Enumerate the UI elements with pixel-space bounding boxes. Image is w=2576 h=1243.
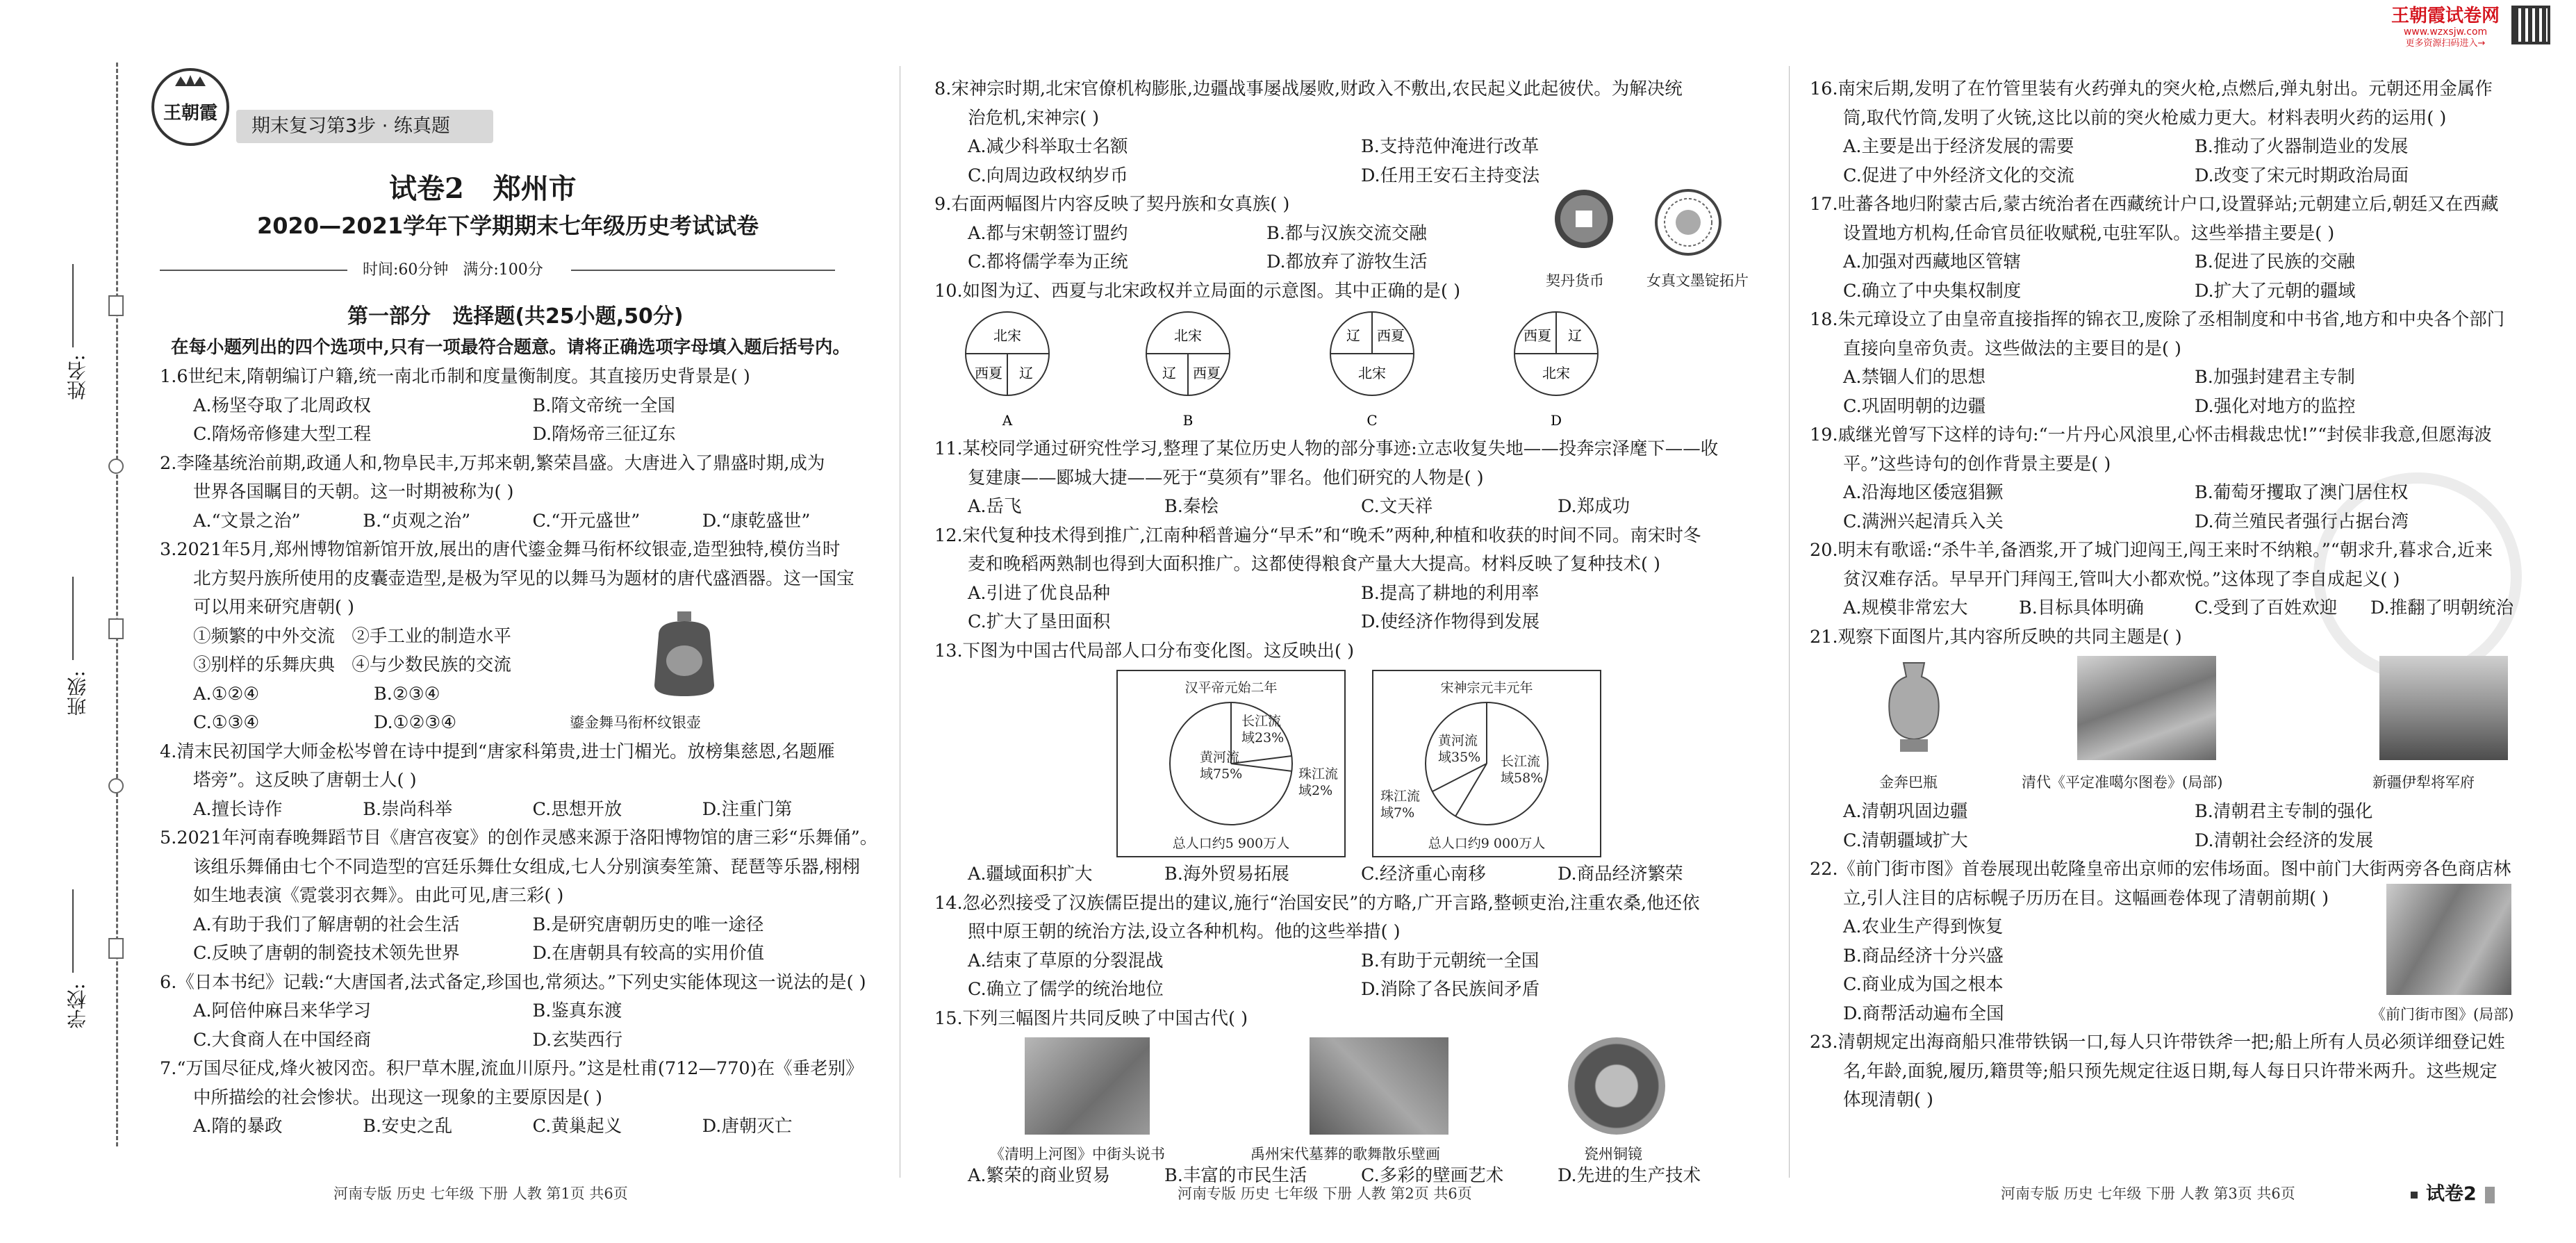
front-gate-painting-image: [2386, 884, 2511, 995]
q21-option-a[interactable]: A.清朝巩固边疆: [1843, 801, 1968, 822]
q10-diagram-b[interactable]: [1143, 308, 1233, 443]
question-14: 14.忽必烈接受了汉族儒臣提出的建议,施行“治国安民”的方略,广开言路,整顿吏治,注重农桑,他还依: [934, 892, 1700, 914]
q12-option-a[interactable]: A.引进了优良品种: [968, 582, 1111, 604]
q10-region-bottom: 北宋: [1358, 365, 1386, 381]
pie2-total: 总人口约9 000万人: [1428, 836, 1546, 851]
q21-options: [1810, 798, 2546, 855]
street-storyteller-image: [1025, 1037, 1150, 1135]
binding-dash-line: [116, 63, 118, 1146]
question-21: 21.观察下面图片,其内容所反映的共同主题是( ): [1810, 626, 2182, 648]
q10-diagram-label: B: [1182, 412, 1194, 429]
section-instruction: 在每小题列出的四个选项中,只有一项最符合题意。请将正确选项字母填入题后括号内。: [171, 337, 850, 358]
pie-chart-han: [1116, 670, 1346, 857]
q15-caption-3: 瓷州铜镜: [1584, 1146, 1642, 1162]
q15-option-d[interactable]: D.先进的生产技术: [1558, 1165, 1701, 1186]
binding-mark: [108, 295, 124, 316]
question-16: 16.南宋后期,发明了在竹管里装有火药弹丸的突火枪,点燃后,弹丸射出。元朝还用金属作: [1810, 79, 2493, 99]
q14-option-d[interactable]: D.消除了各民族间矛盾: [1361, 979, 1540, 1000]
pie1-total: 总人口约5 900万人: [1172, 836, 1290, 851]
q15-option-c[interactable]: C.多彩的壁画艺术: [1361, 1165, 1504, 1186]
q1-option-d[interactable]: D.隋炀帝三征辽东: [532, 424, 676, 445]
q18-option-a[interactable]: A.禁锢人们的思想: [1843, 367, 1986, 388]
q13-option-d[interactable]: D.商品经济繁荣: [1558, 864, 1683, 884]
step-banner: [236, 110, 493, 143]
question-17-cont: 设置地方机构,任命官员征收赋税,屯驻军队。这些举措主要是( ): [1843, 222, 2335, 244]
q13-options: [934, 860, 1754, 889]
q22-caption: 《前门街市图》(局部): [2371, 1006, 2514, 1023]
q3-option-d[interactable]: D.①②③④: [374, 712, 457, 733]
pie1-label-yangtze: 长江流: [1241, 714, 1282, 729]
q10-region-bottom-right: 西夏: [1193, 365, 1221, 381]
q15-caption-2: 禹州宋代墓葬的歌舞散乐壁画: [1250, 1146, 1440, 1162]
page-footer-2: 河南专版 历史 七年级 下册 人教 第2页 共6页: [1178, 1185, 1472, 1202]
pie2-label-yangtze-pct: 域58%: [1501, 771, 1544, 786]
q13-option-c[interactable]: C.经济重心南移: [1361, 864, 1486, 884]
question-3: 3.2021年5月,郑州博物馆新馆开放,展出的唐代鎏金舞马衔杯纹银壶,造型独特,模仿当时: [160, 539, 841, 560]
q18-option-d[interactable]: D.强化对地方的监控: [2195, 395, 2356, 417]
pie2-title: 宋神宗元丰元年: [1440, 680, 1533, 695]
binding-hole: [108, 778, 124, 793]
q21-option-c[interactable]: C.清朝疆域扩大: [1843, 830, 1968, 851]
q3-statement: ③别样的乐舞庆典 ④与少数民族的交流: [193, 655, 511, 675]
q5-option-a[interactable]: A.有助于我们了解唐朝的社会生活: [193, 914, 460, 935]
school-field-label: 学校:: [66, 983, 89, 1029]
q3-option-c[interactable]: C.①③④: [193, 712, 260, 733]
brand-corner: [2379, 6, 2511, 49]
q10-diagram-svg: [1511, 308, 1601, 434]
school-field-line[interactable]: [72, 889, 74, 973]
q12-option-b[interactable]: B.提高了耕地的利用率: [1361, 582, 1539, 604]
question-9: 9.右面两幅图片内容反映了契丹族和女真族( ): [934, 194, 1290, 215]
question-3-cont: 北方契丹族所使用的皮囊壶造型,是极为罕见的以舞马为题材的唐代盛酒器。这一国宝: [193, 568, 854, 589]
question-1: 1.6世纪末,隋朝编订户籍,统一南北币制和度量衡制度。其直接历史背景是( ): [160, 366, 750, 387]
q17-options: [1810, 248, 2546, 306]
question-8-cont: 治危机,宋神宗( ): [968, 107, 1100, 129]
q9-option-c[interactable]: C.都将儒学奉为正统: [968, 252, 1128, 272]
q18-option-b[interactable]: B.加强封建君主专制: [2195, 367, 2355, 388]
q7-option-d[interactable]: D.唐朝灭亡: [702, 1116, 793, 1137]
q10-region-top-left: 辽: [1346, 327, 1360, 344]
q22-block: [1810, 913, 2546, 1028]
exam-subtitle: 2020—2021学年下学期期末七年级历史考试试卷: [257, 213, 759, 239]
q21-caption-3: 新疆伊犁将军府: [2372, 774, 2475, 791]
bronze-mirror-image: [1568, 1037, 1665, 1135]
q15-option-a[interactable]: A.繁荣的商业贸易: [968, 1165, 1111, 1186]
meta-rule-left: [160, 270, 347, 271]
pie2-label-yellow: 黄河流: [1438, 733, 1478, 748]
q20-option-d[interactable]: D.推翻了明朝统治: [2370, 598, 2514, 618]
q18-options: [1810, 363, 2546, 421]
question-13: 13.下图为中国古代局部人口分布变化图。这反映出( ): [934, 640, 1355, 661]
q15-option-b[interactable]: B.丰富的市民生活: [1164, 1165, 1307, 1186]
q14-option-b[interactable]: B.有助于元朝统一全国: [1361, 950, 1539, 971]
class-field-label: 班级:: [66, 670, 89, 716]
q16-option-b[interactable]: B.推动了火器制造业的发展: [2195, 136, 2409, 157]
pie2-label-yellow-pct: 域35%: [1438, 750, 1481, 765]
q8-option-a[interactable]: A.减少科举取士名额: [968, 136, 1128, 157]
q3-options: [160, 680, 554, 738]
q8-option-c[interactable]: C.向周边政权纳岁币: [968, 165, 1128, 186]
q6-option-a[interactable]: A.阿倍仲麻吕来华学习: [193, 1001, 372, 1021]
page-title: 试卷2 郑州市: [389, 172, 577, 205]
q21-images: [1810, 652, 2546, 798]
q13-charts: [934, 666, 1754, 860]
column-3: [1810, 75, 2546, 1115]
ink-rubbing-icon: [1653, 188, 1723, 257]
q10-region-top-right: 辽: [1568, 327, 1582, 344]
q19-option-c[interactable]: C.满洲兴起清兵入关: [1843, 511, 2004, 532]
q20-options: [1810, 594, 2546, 623]
silver-flask-icon: [646, 609, 723, 699]
pie-chart-song: [1372, 670, 1601, 857]
q16-option-d[interactable]: D.改变了宋元时期政治局面: [2195, 165, 2409, 186]
q11-option-a[interactable]: A.岳飞: [968, 496, 1022, 517]
dzungar-painting-image: [2077, 656, 2216, 760]
q10-region-bottom-left: 辽: [1162, 365, 1176, 381]
question-11-cont: 复建康——郾城大捷——死于“莫须有”罪名。他们研究的人物是( ): [968, 467, 1484, 488]
q1-option-a[interactable]: A.杨坚夺取了北周政权: [193, 395, 372, 416]
q3-statement: ①频繁的中外交流 ②手工业的制造水平: [193, 625, 511, 647]
q4-option-d[interactable]: D.注重门第: [702, 798, 793, 820]
q22-option-b[interactable]: B.商品经济十分兴盛: [1843, 945, 2004, 966]
binding-hole: [108, 459, 124, 474]
q9-option-d[interactable]: D.都放弃了游牧生活: [1266, 252, 1428, 272]
binding-mark: [108, 618, 124, 639]
question-15: 15.下列三幅图片共同反映了中国古代( ): [934, 1007, 1248, 1029]
question-22: 22.《前门街市图》首卷展现出乾隆皇帝出京师的宏伟场面。图中前门大街两旁各色商店林: [1810, 859, 2511, 880]
q10-region-top-right: 西夏: [1377, 327, 1405, 344]
q20-option-c[interactable]: C.受到了百姓欢迎: [2195, 598, 2338, 618]
q12-option-c[interactable]: C.扩大了垦田面积: [968, 611, 1111, 632]
question-19: 19.戚继光曾写下这样的诗句:“一片丹心风浪里,心怀击楫裁忠忧!”“封侯非我意,但愿海波: [1810, 425, 2492, 445]
q7-options: [160, 1112, 872, 1142]
brand-name: 王朝霞试卷网: [2391, 6, 2500, 26]
pie1-label-yellow-pct: 域75%: [1200, 766, 1243, 782]
question-4-cont: 塔旁”。这反映了唐朝士人( ): [193, 770, 417, 791]
q10-region-top: 北宋: [993, 327, 1021, 344]
brand-url[interactable]: www.wzxsjw.com: [2403, 26, 2488, 38]
q10-region-bottom-left: 西夏: [975, 365, 1002, 381]
q11-option-d[interactable]: D.郑成功: [1558, 496, 1630, 517]
q16-option-a[interactable]: A.主要是出于经济发展的需要: [1843, 136, 2074, 157]
q17-option-b[interactable]: B.促进了民族的交融: [2195, 252, 2355, 272]
question-12-cont: 麦和晚稻两熟制也得到大面积推广。这都使得粮食产量大大提高。材料反映了复种技术( ): [968, 554, 1661, 575]
q10-diagram-label: A: [1002, 412, 1013, 429]
q10-diagram-c[interactable]: [1327, 308, 1417, 443]
pie1-label-yellow: 黄河流: [1200, 750, 1240, 765]
q21-caption-1: 金奔巴瓶: [1879, 774, 1938, 791]
q3-figure: [632, 609, 736, 709]
q1-option-c[interactable]: C.隋炀帝修建大型工程: [193, 424, 372, 445]
q10-diagram-svg: [1327, 308, 1417, 434]
q9-options: [934, 220, 1565, 277]
q10-region-top: 北宋: [1174, 327, 1202, 344]
q22-option-a[interactable]: A.农业生产得到恢复: [1843, 916, 2004, 937]
q11-option-b[interactable]: B.秦桧: [1164, 496, 1219, 517]
pie1-label-pearl: 珠江流: [1298, 766, 1339, 782]
brand-slogan: 更多资源扫码进入→: [2405, 38, 2486, 49]
q10-diagram-label: C: [1367, 412, 1378, 429]
question-23-cont: 名,年龄,面貌,履历,籍贯等;船只预先规定往返日期,每人每日只许带米两升。这些规定: [1843, 1060, 2497, 1082]
q17-option-c[interactable]: C.确立了中央集权制度: [1843, 280, 2022, 302]
q16-options: [1810, 133, 2546, 190]
q13-option-a[interactable]: A.疆域面积扩大: [968, 864, 1093, 884]
q3-figure-caption: 鎏金舞马衔杯纹银壶: [570, 714, 701, 731]
q6-option-c[interactable]: C.大食商人在中国经商: [193, 1029, 372, 1051]
question-12: 12.宋代复种技术得到推广,江南种稻普遍分“早禾”和“晚禾”两种,种植和收获的时间不同。南宋时冬: [934, 525, 1701, 546]
question-2: 2.李隆基统治前期,政通人和,物阜民丰,万邦来朝,繁荣昌盛。大唐进入了鼎盛时期,成为: [160, 452, 825, 474]
q14-options: [934, 947, 1754, 1005]
pie1-label-yangtze-pct: 域23%: [1241, 730, 1285, 746]
q14-option-a[interactable]: A.结束了草原的分裂混战: [968, 950, 1164, 971]
question-16-cont: 筒,取代竹筒,发明了火铳,这比以前的突火枪威力更大。材料表明火药的运用( ): [1843, 107, 2447, 129]
q1-option-b[interactable]: B.隋文帝统一全国: [532, 395, 675, 416]
q10-diagram-a[interactable]: [962, 308, 1052, 443]
q22-option-d[interactable]: D.商帮活动遍布全国: [1843, 1003, 2004, 1024]
qr-code-icon[interactable]: [2511, 6, 2550, 44]
q4-option-c[interactable]: C.思想开放: [532, 798, 622, 820]
class-field-line[interactable]: [72, 577, 74, 660]
q21-option-d[interactable]: D.清朝社会经济的发展: [2195, 830, 2374, 851]
q5-options: [160, 911, 872, 969]
page-footer-1: 河南专版 历史 七年级 下册 人教 第1页 共6页: [333, 1185, 628, 1202]
q5-option-b[interactable]: B.是研究唐朝历史的唯一途径: [532, 914, 764, 935]
pie1-title: 汉平帝元始二年: [1184, 680, 1278, 695]
question-10: 10.如图为辽、西夏与北宋政权并立局面的示意图。其中正确的是( ): [934, 280, 1461, 302]
q22-option-c[interactable]: C.商业成为国之根本: [1843, 974, 2004, 995]
q16-option-c[interactable]: C.促进了中外经济文化的交流: [1843, 165, 2074, 186]
question-3-cont: 可以用来研究唐朝( ): [193, 597, 355, 618]
section-title: 第一部分 选择题(共25小题,50分): [347, 304, 684, 329]
q1-options: [160, 392, 872, 450]
q10-region-bottom-right: 辽: [1019, 365, 1033, 381]
column-1: [160, 363, 878, 1142]
question-6: 6.《日本书纪》记载:“大唐国者,法式备定,珍国也,常须达。”下列史实能体现这一说法的是( ): [160, 971, 866, 993]
question-11: 11.某校同学通过研究性学习,整理了某位历史人物的部分事迹:立志收复失地——投奔宗泽麾下——收: [934, 438, 1719, 459]
q11-option-c[interactable]: C.文天祥: [1361, 496, 1433, 517]
q9-caption-2: 女真文墨锭拓片: [1646, 272, 1749, 289]
question-14-cont: 照中原王朝的统治方法,设立各种机构。他的这些举措( ): [968, 921, 1401, 942]
q9-caption-1: 契丹货币: [1546, 272, 1604, 289]
q18-option-c[interactable]: C.巩固明朝的边疆: [1843, 395, 1986, 417]
pie2-label-pearl: 珠江流: [1380, 789, 1421, 804]
question-4: 4.清末民初国学大师金松岑曾在诗中提到“唐家科第贵,进士门楣光。放榜集慈恩,名题雁: [160, 741, 835, 762]
q19-option-d[interactable]: D.荷兰殖民者强行占据台湾: [2195, 511, 2409, 532]
q9-block: [934, 190, 1754, 289]
q15-caption-1: 《清明上河图》中街头说书: [990, 1146, 1165, 1162]
brand-logo: [151, 68, 229, 146]
q8-option-b[interactable]: B.支持范仲淹进行改革: [1361, 136, 1539, 157]
q2-option-c[interactable]: C.“开元盛世”: [532, 510, 641, 532]
question-5: 5.2021年河南春晚舞蹈节目《唐宫夜宴》的创作灵感来源于洛阳博物馆的唐三彩“乐舞俑”。: [160, 828, 878, 848]
q3-option-b[interactable]: B.②③④: [374, 683, 440, 705]
meta-rule-right: [571, 270, 835, 271]
question-20: 20.明末有歌谣:“杀牛羊,备酒浆,开了城门迎闯王,闯王来时不纳粮。”“朝求升,暮求合,近来: [1810, 540, 2493, 561]
q2-option-b[interactable]: B.“贞观之治”: [363, 510, 471, 532]
binding-mark: [108, 938, 124, 959]
q10-region-bottom: 北宋: [1542, 365, 1570, 381]
q2-options: [160, 507, 872, 536]
question-19-cont: 平。”这些诗句的创作背景主要是( ): [1843, 453, 2111, 475]
q19-options: [1810, 479, 2546, 536]
q10-diagram-label: D: [1550, 412, 1562, 429]
page-footer-3: 河南专版 历史 七年级 下册 人教 第3页 共6页: [2001, 1185, 2295, 1202]
question-2-cont: 世界各国瞩目的天朝。这一时期被称为( ): [193, 481, 514, 502]
q2-option-a[interactable]: A.“文景之治”: [193, 510, 301, 532]
question-5-cont: 如生地表演《霓裳羽衣舞》。由此可见,唐三彩( ): [193, 885, 564, 906]
q9-option-a[interactable]: A.都与宋朝签订盟约: [968, 222, 1128, 244]
question-23-cont: 体现清朝( ): [1843, 1089, 1934, 1110]
q10-diagram-svg: [1143, 308, 1233, 434]
name-field-label: 姓名:: [66, 354, 89, 400]
question-23: 23.清朝规定出海商船只准带铁锅一口,每人只许带铁斧一把;船上所有人员必须详细登记姓: [1810, 1032, 2505, 1053]
q10-diagrams: [934, 306, 1754, 435]
q19-option-a[interactable]: A.沿海地区倭寇猖獗: [1843, 482, 2004, 503]
q20-option-b[interactable]: B.目标具体明确: [2019, 598, 2144, 618]
mural-image: [1310, 1037, 1448, 1135]
logo-text: 王朝霞: [163, 103, 217, 124]
tag-bar-icon: [2485, 1187, 2495, 1203]
exam-meta: 时间:60分钟 满分:100分: [363, 261, 543, 279]
q13-option-b[interactable]: B.海外贸易拓展: [1164, 864, 1289, 884]
question-5-cont: 该组乐舞俑由七个不同造型的宫廷乐舞仕女组成,七人分别演奏笙箫、琵琶等乐器,栩栩: [193, 856, 860, 878]
q5-option-c[interactable]: C.反映了唐朝的制瓷技术领先世界: [193, 943, 460, 964]
column-divider: [1789, 66, 1790, 1178]
pie2-label-yangtze: 长江流: [1501, 754, 1541, 769]
q6-option-d[interactable]: D.玄奘西行: [532, 1029, 623, 1051]
q10-diagram-d[interactable]: [1511, 308, 1601, 443]
coin-icon: [1553, 188, 1615, 250]
tag-square-icon: [2411, 1192, 2418, 1199]
q10-region-top-left: 西夏: [1524, 327, 1551, 344]
q5-option-d[interactable]: D.在唐朝具有较高的实用价值: [532, 943, 765, 964]
q7-option-a[interactable]: A.隋的暴政: [193, 1116, 283, 1137]
q10-diagram-svg: [962, 308, 1052, 434]
q12-options: [934, 579, 1754, 637]
q17-option-d[interactable]: D.扩大了元朝的疆域: [2195, 280, 2356, 302]
q20-option-a[interactable]: A.规模非常宏大: [1843, 598, 1968, 618]
step-banner-text: 期末复习第3步 · 练真题: [251, 115, 450, 137]
q2-option-d[interactable]: D.“康乾盛世”: [702, 510, 811, 532]
q11-options: [934, 493, 1754, 522]
q4-option-b[interactable]: B.崇尚科举: [363, 798, 453, 820]
q21-caption-2: 清代《平定准噶尔图卷》(局部): [2022, 774, 2223, 791]
q8-options: [934, 133, 1754, 190]
question-18: 18.朱元璋设立了由皇帝直接指挥的锦衣卫,废除了丞相制度和中书省,地方和中央各个部门: [1810, 309, 2505, 330]
ili-mansion-image: [2379, 656, 2508, 760]
q12-option-d[interactable]: D.使经济作物得到发展: [1361, 611, 1540, 632]
pie2-label-pearl-pct: 域7%: [1380, 805, 1415, 821]
q6-option-b[interactable]: B.鉴真东渡: [532, 1001, 622, 1021]
q17-option-a[interactable]: A.加强对西藏地区管辖: [1843, 252, 2022, 272]
column-2: [934, 75, 1754, 1191]
q8-option-d[interactable]: D.任用王安石主持变法: [1361, 165, 1540, 186]
name-field-line[interactable]: [72, 264, 74, 347]
pie1-label-pearl-pct: 域2%: [1298, 783, 1333, 798]
q3-block: [160, 623, 872, 738]
q3-option-a[interactable]: A.①②④: [193, 683, 260, 705]
q9-option-b[interactable]: B.都与汉族交流交融: [1266, 222, 1427, 244]
q6-options: [160, 997, 872, 1055]
golden-urn-icon: [1876, 656, 1952, 760]
question-7: 7.“万国尽征戍,烽火被冈峦。积尸草木腥,流血川原丹。”这是杜甫(712—770)在《垂老别》: [160, 1058, 864, 1079]
question-22-cont: 立,引人注目的店标幌子历历在目。这幅画卷体现了清朝前期( ): [1843, 887, 2329, 909]
question-18-cont: 直接向皇帝负责。这些做法的主要目的是( ): [1843, 338, 2182, 359]
question-17: 17.吐蕃各地归附蒙古后,蒙古统治者在西藏统计户口,设置驿站;元朝建立后,朝廷又在西藏: [1810, 194, 2499, 215]
paper-tag: [2411, 1178, 2495, 1205]
q7-option-c[interactable]: C.黄巢起义: [532, 1116, 622, 1137]
question-8: 8.宋神宗时期,北宋官僚机构膨胀,边疆战事屡战屡败,财政入不敷出,农民起义此起彼伏。为解决统: [934, 79, 1683, 99]
q4-options: [160, 796, 872, 825]
q14-option-c[interactable]: C.确立了儒学的统治地位: [968, 979, 1164, 1000]
q19-option-b[interactable]: B.葡萄牙攫取了澳门居住权: [2195, 482, 2409, 503]
question-20-cont: 贫汉难存活。早早开门拜闯王,管叫大小都欢悦。”这体现了李自成起义( ): [1843, 568, 2400, 590]
q15-images: [934, 1033, 1754, 1162]
q4-option-a[interactable]: A.擅长诗作: [193, 798, 283, 820]
question-7-cont: 中所描绘的社会惨状。出现这一现象的主要原因是( ): [193, 1087, 603, 1108]
paper-tag-text: 试卷2: [2426, 1183, 2477, 1205]
q7-option-b[interactable]: B.安史之乱: [363, 1116, 453, 1137]
q21-option-b[interactable]: B.清朝君主专制的强化: [2195, 801, 2373, 822]
